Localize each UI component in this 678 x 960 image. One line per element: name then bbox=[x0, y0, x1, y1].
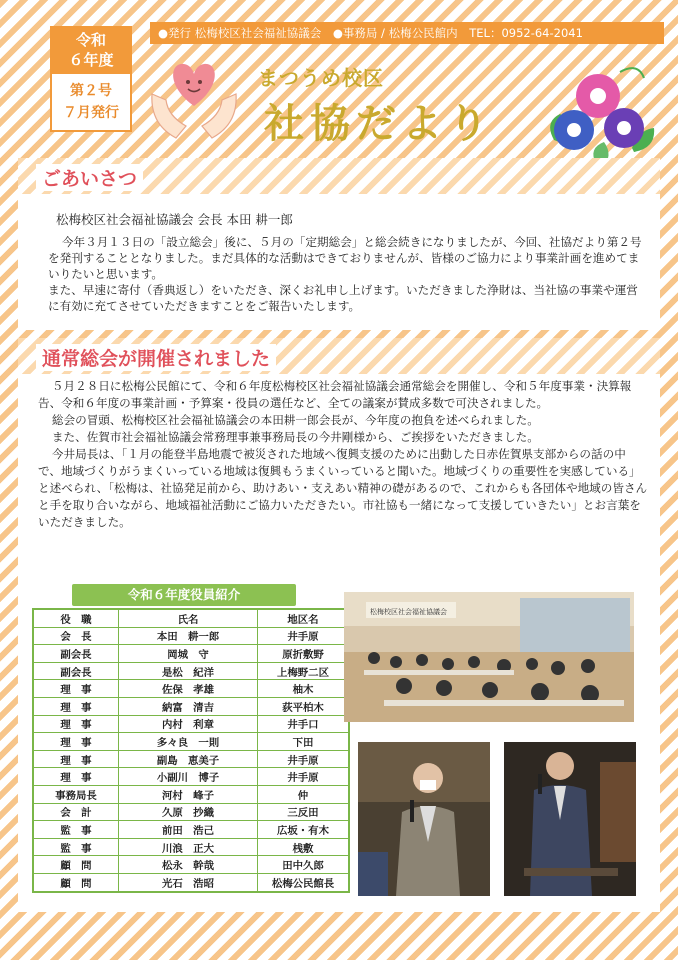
table-row bbox=[33, 697, 349, 715]
officer-district: 荻平柏木 bbox=[258, 697, 350, 715]
meeting-paragraph: 総会の冒頭、松梅校区社会福祉協議会の本田耕一郎会長が、今年度の抱負を述べられました。 bbox=[51, 413, 539, 427]
greeting-heading: ごあいさつ bbox=[36, 164, 143, 191]
table-header-row bbox=[33, 609, 349, 627]
table-row bbox=[33, 768, 349, 786]
officer-district: 三反田 bbox=[258, 803, 350, 821]
page-title: 社協だより bbox=[264, 101, 494, 147]
officer-district: 下田 bbox=[258, 733, 350, 751]
officer-role: 理 事 bbox=[33, 733, 119, 751]
speaker-photo-right bbox=[504, 742, 636, 896]
officer-name: 河村 峰子 bbox=[119, 785, 258, 803]
officer-name: 松永 幹哉 bbox=[119, 856, 258, 874]
title-subtitle: まつうめ校区 bbox=[258, 66, 384, 90]
officers-table-box bbox=[32, 584, 350, 894]
column-header: 地区名 bbox=[258, 609, 350, 627]
publisher-bar bbox=[150, 22, 664, 44]
year-line2: ６年度 bbox=[68, 51, 114, 69]
officer-name: 副島 恵美子 bbox=[119, 750, 258, 768]
officer-name: 是松 紀洋 bbox=[119, 662, 258, 680]
officer-name: 納富 清吉 bbox=[119, 697, 258, 715]
greeting-paragraph: 今年３月１３日の「設立総会」後に、５月の「定期総会」と総会続きになりましたが、今回、社協だより第２号を発刊することとなりました。まだ具体的な活動はできておりませんが、皆様のご協力により事業計画を進めてまいりたいと思います。 bbox=[48, 235, 642, 281]
officers-title: 令和６年度役員紹介 bbox=[72, 584, 296, 606]
officer-name: 前田 浩己 bbox=[119, 821, 258, 839]
officer-district: 上梅野二区 bbox=[258, 662, 350, 680]
table-row bbox=[33, 838, 349, 856]
officer-district: 田中久郎 bbox=[258, 856, 350, 874]
issue-info bbox=[50, 74, 132, 132]
table-row bbox=[33, 750, 349, 768]
column-header: 役 職 bbox=[33, 609, 119, 627]
meeting-paragraph: また、佐賀市社会福祉協議会常務理事兼事務局長の今井剛様から、ご挨拶をいただきました。 bbox=[51, 430, 539, 444]
issue-month: ７月発行 bbox=[63, 105, 119, 121]
officer-district: 広坂・有木 bbox=[258, 821, 350, 839]
column-header: 氏名 bbox=[119, 609, 258, 627]
year-line1: 令和 bbox=[75, 31, 106, 49]
table-row bbox=[33, 873, 349, 891]
table-row bbox=[33, 856, 349, 874]
officer-role: 理 事 bbox=[33, 750, 119, 768]
officer-role: 監 事 bbox=[33, 838, 119, 856]
table-row bbox=[33, 785, 349, 803]
officers-table bbox=[32, 608, 350, 893]
officer-district: 桟敷 bbox=[258, 838, 350, 856]
phone-number: TEL：0952-64-2041 bbox=[469, 26, 583, 40]
meeting-paragraph: ５月２８日に松梅公民館にて、令和６年度松梅校区社会福祉協議会通常総会を開催し、令和５年度事業・決算報告、令和６年度の事業計画・予算案・役員の選任など、全ての議案が賛成多数で可決されました。 bbox=[38, 379, 632, 410]
officer-role: 理 事 bbox=[33, 697, 119, 715]
officer-name: 佐保 孝雄 bbox=[119, 680, 258, 698]
officer-district: 井手原 bbox=[258, 627, 350, 645]
officer-name: 川浪 正大 bbox=[119, 838, 258, 856]
officer-role: 理 事 bbox=[33, 768, 119, 786]
officer-name: 光石 浩昭 bbox=[119, 873, 258, 891]
office-text: ●事務局 / 松梅公民館内 bbox=[332, 26, 458, 40]
officer-name: 岡城 守 bbox=[119, 645, 258, 663]
meeting-body bbox=[38, 378, 648, 531]
officer-role: 理 事 bbox=[33, 680, 119, 698]
table-row bbox=[33, 662, 349, 680]
publisher-text: ●発行 松梅校区社会福祉協議会 bbox=[158, 26, 322, 40]
table-row bbox=[33, 715, 349, 733]
photo-banner-text: 松梅校区社会福祉協議会 bbox=[370, 608, 447, 616]
greeting-body bbox=[48, 234, 648, 314]
officer-district: 井手原 bbox=[258, 750, 350, 768]
officer-role: 事務局長 bbox=[33, 785, 119, 803]
officer-district: 井手原 bbox=[258, 768, 350, 786]
table-row bbox=[33, 733, 349, 751]
officer-role: 顧 問 bbox=[33, 856, 119, 874]
greeting-paragraph: また、早速に寄付（香典返し）をいただき、深くお礼申し上げます。いただきました浄財は、当社協の事業や運営に有効に充てさせていただきますことをご報告いたします。 bbox=[48, 283, 638, 313]
officer-name: 内村 利章 bbox=[119, 715, 258, 733]
officer-role: 監 事 bbox=[33, 821, 119, 839]
officer-role: 副会長 bbox=[33, 645, 119, 663]
table-row bbox=[33, 645, 349, 663]
officer-district: 柚木 bbox=[258, 680, 350, 698]
issue-number: 第２号 bbox=[70, 83, 112, 99]
meeting-section bbox=[18, 338, 660, 912]
meeting-hall-photo bbox=[344, 592, 634, 722]
speaker-photo-left bbox=[358, 742, 490, 896]
officer-name: 小副川 博子 bbox=[119, 768, 258, 786]
officer-district: 原折敷野 bbox=[258, 645, 350, 663]
morning-glory-icon bbox=[534, 52, 664, 172]
heart-hands-icon bbox=[146, 54, 242, 144]
officer-role: 理 事 bbox=[33, 715, 119, 733]
officer-name: 久原 抄織 bbox=[119, 803, 258, 821]
meeting-heading: 通常総会が開催されました bbox=[36, 344, 276, 371]
meeting-paragraph: 今井局長は、「１月の能登半島地震で被災された地域へ復興支援のために出動した日赤佐賀県支部からの話の中で、地域づくりがうまくいっている地域は復興もうまくいっていると聞いた。地域づくりの重要性を実感している」と述べられ、「松梅は、社協発足前から、助けあい・支えあい精神の礎があるので、これからも各団体や地域の皆さんと手を取り合いながら、地域福祉活動にご協力いただきたい。市社協も一緒になって支援していきたい」とお言葉をいただきました。 bbox=[38, 447, 648, 529]
greeting-section bbox=[18, 158, 660, 330]
table-row bbox=[33, 803, 349, 821]
officer-district: 仲 bbox=[258, 785, 350, 803]
officer-role: 顧 問 bbox=[33, 873, 119, 891]
table-row bbox=[33, 680, 349, 698]
officer-role: 会 計 bbox=[33, 803, 119, 821]
officer-district: 松梅公民館長 bbox=[258, 873, 350, 891]
table-row bbox=[33, 821, 349, 839]
officer-role: 副会長 bbox=[33, 662, 119, 680]
officer-role: 会 長 bbox=[33, 627, 119, 645]
issue-badge bbox=[50, 26, 132, 132]
officer-name: 多々良 一則 bbox=[119, 733, 258, 751]
fiscal-year bbox=[50, 26, 132, 74]
officer-name: 本田 耕一郎 bbox=[119, 627, 258, 645]
greeting-author: 松梅校区社会福祉協議会 会長 本田 耕一郎 bbox=[56, 212, 293, 227]
table-row bbox=[33, 627, 349, 645]
officer-district: 井手口 bbox=[258, 715, 350, 733]
